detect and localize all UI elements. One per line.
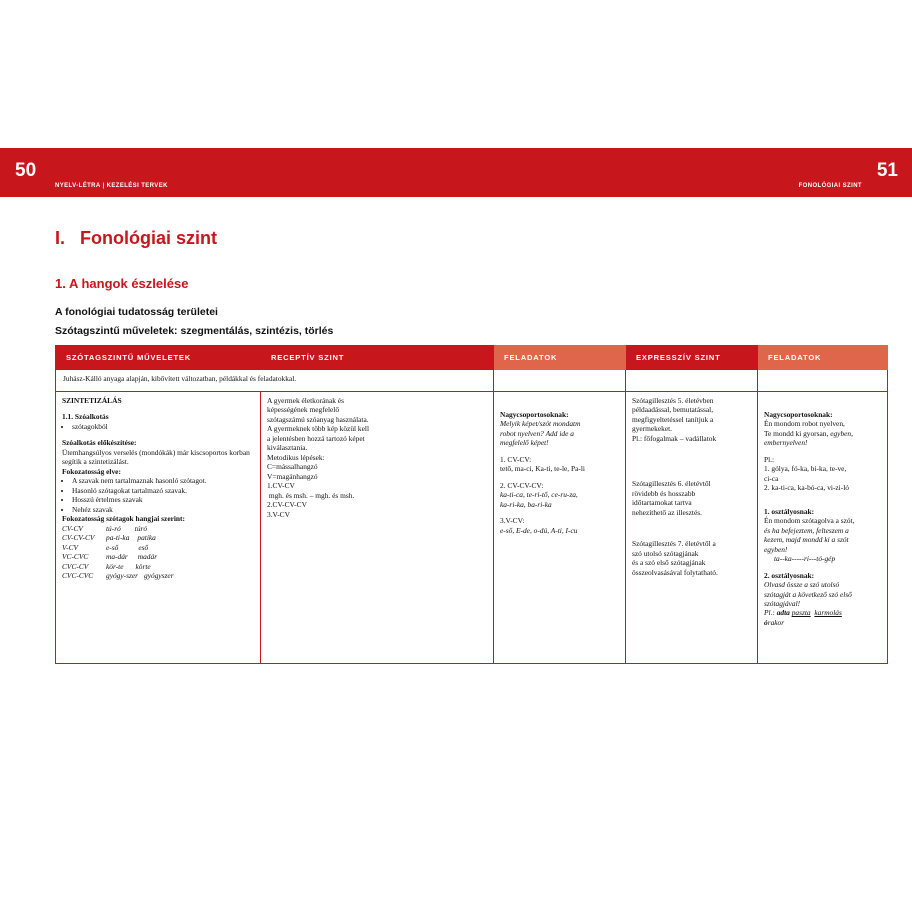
cell-line: a jelentésben hozzá tartozó képet [267, 433, 365, 443]
tasks-cell [494, 392, 626, 664]
cell-line: A gyermek életkorának és [267, 396, 344, 405]
cell-line: Olvasd össze a szó utolsó [764, 580, 840, 590]
cell-line: tető, ma-ci, Ka-ti, te-le, Pa-li [500, 464, 585, 474]
cell-line: Pl.: adta paszta karmolás [764, 608, 842, 618]
cell-line: mgh. és msh. – mgh. és msh. [267, 490, 355, 500]
cell-line: 1. CV-CV: [500, 454, 532, 464]
cell-title: SZINTETIZÁLÁS [62, 396, 122, 405]
list-item: • Hasonló szótagokat tartalmazó szavak. [72, 486, 254, 495]
list-item: VC-CVC ma-dár madár [62, 552, 158, 562]
cell-line: megfelelő képet! [500, 438, 549, 448]
cell-line: Én mondom szótagolva a szót, [764, 516, 855, 526]
operations-table [55, 345, 888, 664]
cell-line: e-ső, E-de, o-dú, A-ti, I-cu [500, 525, 578, 535]
table-header-row [56, 346, 888, 370]
cell-line: Én mondom robot nyelven, [764, 419, 845, 429]
operations-cell [56, 392, 261, 664]
cell-line: és a szó első szótagjának [632, 558, 706, 568]
list-item: V-CV e-ső eső [62, 542, 149, 552]
cell-line: egyben! [764, 544, 788, 554]
bullet-list [62, 476, 254, 514]
table-cell [494, 370, 626, 392]
cell-text: Ütemhangsúlyos verselés (mondókák) már kiscsoportos korban segítik a szintetizálást. [62, 447, 250, 467]
table-row [56, 392, 888, 664]
expressive-level-cell [626, 392, 758, 664]
cell-line: kiválasztania. [267, 443, 308, 453]
cell-line: szótagjával! [764, 598, 801, 608]
list-item: CV-CV-CV pa-ti-ka patika [62, 533, 156, 543]
cell-heading: 1.1. Szóalkotás [62, 412, 109, 422]
cell-line: ka-ti-ca, te-ri-tő, ce-ru-za, [500, 490, 578, 500]
chapter-title: I. Fonológiai szint [55, 228, 217, 248]
cell-heading: Nagycsoportosoknak: [764, 410, 833, 419]
cell-line: ci-ca [764, 473, 779, 483]
cell-line: és ha befejeztem, felteszem a [764, 525, 849, 535]
table-note-row [56, 370, 888, 392]
cell-line: gyermekeket. [632, 424, 673, 434]
left-running-header: NYELV-LÉTRA | KEZELÉSI TERVEK [55, 183, 168, 189]
cell-line: robot nyelven? Add ide a [500, 428, 574, 438]
cell-line: szótagját a következő szó első [764, 589, 852, 599]
subsection-subheading: Szótagszintű műveletek: szegmentálás, szintézis, törlés [55, 325, 334, 337]
column-header: RECEPTÍV SZINT [261, 346, 494, 370]
right-running-header: FONOLÓGIAI SZINT [798, 183, 862, 189]
cell-line: megfigyeltetéssel tanítjuk a [632, 414, 714, 424]
cell-heading: 2. osztályosnak: [764, 570, 815, 580]
cell-line: Szótagillesztés 7. életévtől a [632, 539, 716, 549]
cell-line: Pl.: főfogalmak – vadállatok [632, 433, 717, 443]
cell-line: Szótagillesztés 6. életévtől [632, 479, 711, 489]
cell-line: 1. gólya, fó-ka, bi-ka, te-ve, [764, 464, 847, 474]
list-item: CVC-CVC gyógy-szer gyógyszer [62, 570, 174, 580]
cell-line: 3.V-CV: [500, 516, 525, 526]
cell-line: Melyik képet/szót mondatm [500, 419, 581, 429]
list-item: CV-CV tú-ró túró [62, 523, 148, 533]
cell-heading: Fokozatosság elve: [62, 466, 121, 476]
cell-heading: Szóalkotás előkészítése: [62, 438, 137, 448]
cell-line: embernyelven! [764, 438, 808, 448]
list-item: CVC-CV kör-te körte [62, 561, 151, 571]
right-page-number: 51 [876, 160, 898, 181]
list-item: • Nehéz szavak [72, 505, 254, 514]
cell-line: V=magánhangzó [267, 471, 318, 481]
cell-line: időtartamokat tartva [632, 498, 692, 508]
cell-line: képességének megfelelő [267, 405, 340, 415]
cell-line: rövidebb és hosszabb [632, 488, 696, 498]
receptive-level-cell [261, 392, 494, 664]
cell-line: 2. ka-ti-ca, ka-bó-ca, vi-zi-ló [764, 483, 849, 493]
left-page-number: 50 [15, 160, 37, 181]
tasks-cell [758, 392, 888, 664]
cell-line: Pl.: [764, 454, 775, 464]
table-cell [626, 370, 758, 392]
cell-line: összeolvasásával folytatható. [632, 567, 718, 577]
cell-line: 2.CV-CV-CV [267, 500, 307, 510]
subsection-heading: A fonológiai tudatosság területei [55, 306, 218, 318]
cell-line: órakor [764, 617, 785, 627]
cell-line: Szótagillesztés 5. életévben [632, 396, 714, 405]
cell-line: A gyermeknek több kép közül kell [267, 424, 370, 434]
cell-line: C=mássalhangzó [267, 462, 318, 472]
section-title: 1. A hangok észlelése [55, 276, 189, 291]
cell-line: Metodikus lépések: [267, 452, 325, 462]
column-header: EXPRESSZÍV SZINT [626, 346, 758, 370]
cell-line: szó utolsó szótagjának [632, 548, 699, 558]
list-item: • szótagokból [72, 422, 254, 431]
list-item: • A szavak nem tartalmaznak hasonló szótagot. [72, 476, 254, 485]
column-header: SZÓTAGSZINTŰ MŰVELETEK [56, 346, 261, 370]
cell-line: kezem, majd mondd ki a szót [764, 535, 849, 545]
list-item: • Hosszú értelmes szavak [72, 495, 254, 504]
cell-line: ka-ri-ka, ba-ri-ka [500, 499, 552, 509]
cell-line: példaadással, bemutatással, [632, 405, 714, 415]
cell-line: 3.V-CV [267, 509, 290, 519]
table-cell [758, 370, 888, 392]
cell-heading: Fokozatosság szótagok hangjai szerint: [62, 514, 185, 524]
page-header-banner [0, 148, 912, 197]
cell-line: Te mondd ki gyorsan, egyben, [764, 428, 853, 438]
column-header: FELADATOK [758, 346, 888, 370]
cell-heading: Nagycsoportosoknak: [500, 410, 569, 419]
pattern-list [62, 524, 254, 581]
bullet-list [62, 422, 254, 431]
cell-line: ta--ka-----ri---tó-gép [774, 554, 836, 564]
source-note: Juhász-Kálló anyaga alapján, kibővített változatban, példákkal és feladatokkal. [56, 370, 494, 392]
cell-heading: 1. osztályosnak: [764, 506, 815, 516]
cell-line: szótagszámú szóanyag használata. [267, 414, 369, 424]
column-header: FELADATOK [494, 346, 626, 370]
cell-line: nehezíthető az illesztés. [632, 507, 702, 517]
cell-line: 1.CV-CV [267, 481, 295, 491]
cell-line: 2. CV-CV-CV: [500, 480, 544, 490]
